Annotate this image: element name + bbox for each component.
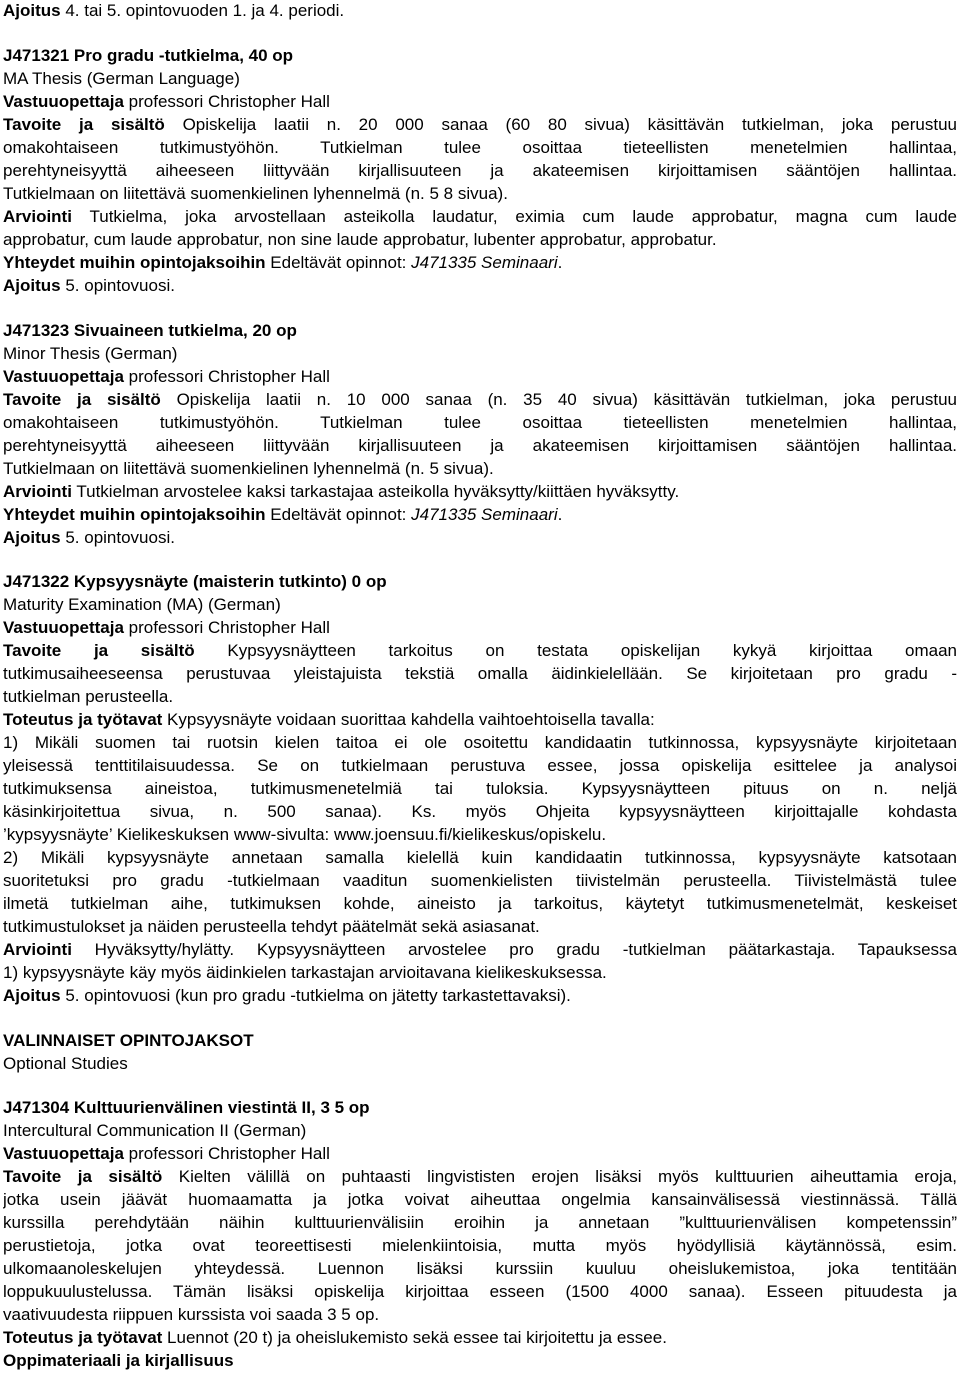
body-text: . [557, 253, 563, 272]
bold-label: Arviointi [3, 482, 72, 501]
text-line [3, 1281, 957, 1304]
body-text: 1) kypsyysnäyte käy myös äidinkielen tarkastajan arvioitavana kielikeskuksessa. [3, 963, 607, 982]
bold-label: Oppimateriaali ja kirjallisuus [3, 1351, 234, 1370]
bold-label: Vastuuopettaja [3, 1144, 124, 1163]
bold-label: Vastuuopettaja [3, 618, 124, 637]
body-text: Minor Thesis (German) [3, 344, 178, 363]
body-text: Maturity Examination (MA) (German) [3, 595, 281, 614]
text-line [3, 412, 957, 435]
body-text: Optional Studies [3, 1054, 128, 1073]
body-text: perehtyneisyyttä aiheeseen liittyvään kirjallisuuteen ja akateemisen kirjoittamisen sääntöjen hallintaa. [3, 436, 957, 455]
body-text: omakohtaiseen tutkimustyöhön. Tutkielman tulee osoittaa tieteellisten menetelmien hallintaa, [3, 413, 957, 432]
text-line [3, 45, 957, 68]
text-line [3, 1120, 957, 1143]
body-text: käsinkirjoitettua sivua, n. 500 sanaa). Ks. myös Ohjeita kypsyysnäytteen kirjoittajalle kohdasta [3, 802, 957, 821]
body-text: Intercultural Communication II (German) [3, 1121, 307, 1140]
bold-label: Tavoite ja sisältö [3, 1167, 163, 1186]
body-text: Tutkielman arvostelee kaksi tarkastajaa asteikolla hyväksytty/kiittäen hyväksytty. [71, 482, 680, 501]
text-line [3, 640, 957, 663]
body-text: ulkomaanoleskelujen yhteydessä. Luennon lisäksi kurssiin kuuluu oheislukemistoa, joka tentitään [3, 1259, 957, 1278]
body-text: professori Christopher Hall [123, 618, 330, 637]
text-line [3, 183, 957, 206]
body-text: Tutkielma, joka arvostellaan asteikolla laudatur, eximia cum laude approbatur, magna cum laude [71, 207, 957, 226]
text-line [3, 939, 957, 962]
body-text: . [557, 505, 563, 524]
body-text: Hyväksytty/hylätty. Kypsyysnäytteen arvostelee pro gradu -tutkielman päätarkastaja. Tapauksessa [71, 940, 957, 959]
italic-text: J471335 Seminaari [411, 253, 558, 272]
bold-label: Tavoite ja sisältö [3, 641, 195, 660]
body-text: jotka usein jäävät huomaamatta ja jotka voivat aiheuttaa ongelmia kansainvälisessä viestinnässä. Tällä [3, 1190, 957, 1209]
body-text: vaativuudesta riippuen kurssista voi saada 3 5 op. [3, 1305, 380, 1324]
body-text: tutkimustulokset ja näiden perusteella tehdyt päätelmät sekä asiasanat. [3, 917, 540, 936]
text-line [3, 366, 957, 389]
bold-label: Arviointi [3, 940, 72, 959]
text-line [3, 435, 957, 458]
text-line [3, 962, 957, 985]
body-text: perustietoja, jotka ovat teoreettisesti mielenkiintoisia, mutta myös hyödyllisiä käytännössä, esim. [3, 1236, 957, 1255]
body-text: Edeltävät opinnot: [265, 505, 412, 524]
text-line [3, 389, 957, 412]
text-line [3, 1053, 957, 1076]
text-line [3, 985, 957, 1008]
bold-label: J471304 Kulttuurienvälinen viestintä II, 3 5 op [3, 1098, 370, 1117]
text-line [3, 320, 957, 343]
body-text: Opiskelija laatii n. 20 000 sanaa (60 80 sivua) käsittävän tutkielman, joka perustuu [164, 115, 957, 134]
body-text: perehtyneisyyttä aiheeseen liittyvään kirjallisuuteen ja akateemisen kirjoittamisen sääntöjen hallintaa. [3, 161, 957, 180]
text-line [3, 778, 957, 801]
body-text: 5. opintovuosi. [60, 276, 175, 295]
text-line [3, 160, 957, 183]
body-text: 4. tai 5. opintovuoden 1. ja 4. periodi. [60, 1, 345, 20]
bold-label: J471321 Pro gradu -tutkielma, 40 op [3, 46, 294, 65]
text-line [3, 801, 957, 824]
text-line [3, 1350, 957, 1373]
text-line [3, 252, 957, 275]
text-line [3, 481, 957, 504]
text-line [3, 1235, 957, 1258]
body-text: omakohtaiseen tutkimustyöhön. Tutkielman tulee osoittaa tieteellisten menetelmien hallintaa, [3, 138, 957, 157]
body-text: loppukuulustelussa. Tämän lisäksi opiskelija kirjoittaa esseen (1500 4000 sanaa). Esseen pituudesta ja [3, 1282, 957, 1301]
body-text: professori Christopher Hall [123, 367, 330, 386]
body-text: Edeltävät opinnot: [265, 253, 412, 272]
body-text: tutkielman perusteella. [3, 687, 174, 706]
bold-label: Tavoite ja sisältö [3, 390, 161, 409]
body-text: Tutkielmaan on liitettävä suomenkielinen lyhennelmä (n. 5 sivua). [3, 459, 494, 478]
text-line [3, 686, 957, 709]
text-line [3, 1327, 957, 1350]
body-text: 5. opintovuosi. [60, 528, 175, 547]
text-line [3, 68, 957, 91]
body-text: ilmetä tutkielman aihe, tutkimuksen kohde, aineisto ja tarkoitus, käytetyt tutkimusmenetelmät, keskeiset [3, 894, 957, 913]
body-text: Luennot (20 t) ja oheislukemisto sekä essee tai kirjoitettu ja essee. [162, 1328, 667, 1347]
body-text: Kielten välillä on puhtaasti lingvististen erojen lisäksi myös kulttuurien aiheuttamia eroja, [162, 1167, 957, 1186]
text-line [3, 1258, 957, 1281]
text-line [3, 824, 957, 847]
bold-label: Arviointi [3, 207, 72, 226]
text-line [3, 1097, 957, 1120]
text-line [3, 1030, 957, 1053]
body-text: 1) Mikäli suomen tai ruotsin kielen taitoa ei ole osoitettu kandidaatin tutkinnossa, kypsyysnäyte kirjoitetaan [3, 733, 957, 752]
body-text: professori Christopher Hall [123, 1144, 330, 1163]
text-line [3, 1166, 957, 1189]
text-line [3, 114, 957, 137]
text-line [3, 847, 957, 870]
bold-label: Ajoitus [3, 528, 61, 547]
text-line [3, 1143, 957, 1166]
body-text: professori Christopher Hall [123, 92, 330, 111]
body-text: suoritetuksi pro gradu -tutkielmaan vaaditun suomenkielisten tiivistelmän perusteella. Tiivistelmästä tulee [3, 871, 957, 890]
body-text: tutkimuksensa aineistoa, tutkimusmenetelmiä tai tuloksia. Kypsyysnäytteen pituus on n. neljä [3, 779, 957, 798]
bold-label: Yhteydet muihin opintojaksoihin [3, 505, 266, 524]
body-text: Opiskelija laatii n. 10 000 sanaa (n. 35 40 sivua) käsittävän tutkielman, joka perustuu [160, 390, 957, 409]
text-line [3, 343, 957, 366]
body-text: approbatur, cum laude approbatur, non sine laude approbatur, lubenter approbatur, approbatur. [3, 230, 717, 249]
text-line [3, 594, 957, 617]
text-line [3, 1304, 957, 1327]
text-line [3, 504, 957, 527]
text-line [3, 709, 957, 732]
text-line [3, 206, 957, 229]
text-line [3, 137, 957, 160]
text-line [3, 1212, 957, 1235]
body-text: Kypsyysnäyte voidaan suorittaa kahdella vaihtoehtoisella tavalla: [162, 710, 655, 729]
text-line [3, 571, 957, 594]
text-line [3, 275, 957, 298]
bold-label: Vastuuopettaja [3, 367, 124, 386]
text-line [3, 870, 957, 893]
body-text: MA Thesis (German Language) [3, 69, 240, 88]
text-line [3, 732, 957, 755]
bold-label: J471323 Sivuaineen tutkielma, 20 op [3, 321, 297, 340]
text-line [3, 91, 957, 114]
bold-label: Yhteydet muihin opintojaksoihin [3, 253, 266, 272]
body-text: Kypsyysnäytteen tarkoitus on testata opiskelijan kykyä kirjoittaa omaan [194, 641, 957, 660]
italic-text: J471335 Seminaari [411, 505, 558, 524]
bold-label: Toteutus ja työtavat [3, 710, 163, 729]
bold-label: Vastuuopettaja [3, 92, 124, 111]
text-line [3, 617, 957, 640]
bold-label: Toteutus ja työtavat [3, 1328, 163, 1347]
body-text: yleisessä tenttitilaisuudessa. Se on tutkielmaan perustuva essee, jossa opiskelija esittelee ja analysoi [3, 756, 957, 775]
bold-label: Tavoite ja sisältö [3, 115, 165, 134]
bold-label: Ajoitus [3, 986, 61, 1005]
bold-label: Ajoitus [3, 1, 61, 20]
bold-label: Ajoitus [3, 276, 61, 295]
text-line [3, 663, 957, 686]
body-text: 5. opintovuosi (kun pro gradu -tutkielma on jätetty tarkastettavaksi). [60, 986, 571, 1005]
body-text: kurssilla perehdytään näihin kulttuurienvälisiin eroihin ja annetaan ”kulttuurienvälisen kompetenssin” [3, 1213, 957, 1232]
text-line [3, 1189, 957, 1212]
text-line [3, 527, 957, 550]
text-line [3, 229, 957, 252]
body-text: Tutkielmaan on liitettävä suomenkielinen lyhennelmä (n. 5 8 sivua). [3, 184, 508, 203]
text-line [3, 0, 957, 23]
body-text: ’kypsyysnäyte’ Kielikeskuksen www-sivulta: www.joensuu.fi/kielikeskus/opiskelu. [3, 825, 607, 844]
text-line [3, 458, 957, 481]
bold-label: VALINNAISET OPINTOJAKSOT [3, 1031, 254, 1050]
text-line [3, 755, 957, 778]
body-text: 2) Mikäli kypsyysnäyte annetaan samalla kielellä kuin kandidaatin tutkinnossa, kypsyysnäyte katsotaan [3, 848, 957, 867]
bold-label: J471322 Kypsyysnäyte (maisterin tutkinto) 0 op [3, 572, 387, 591]
text-line [3, 893, 957, 916]
text-line [3, 916, 957, 939]
body-text: tutkimusaiheeseensa perustuvaa yleistajuista tekstiä omalla äidinkielellään. Se kirjoitetaan pro gradu - [3, 664, 957, 683]
